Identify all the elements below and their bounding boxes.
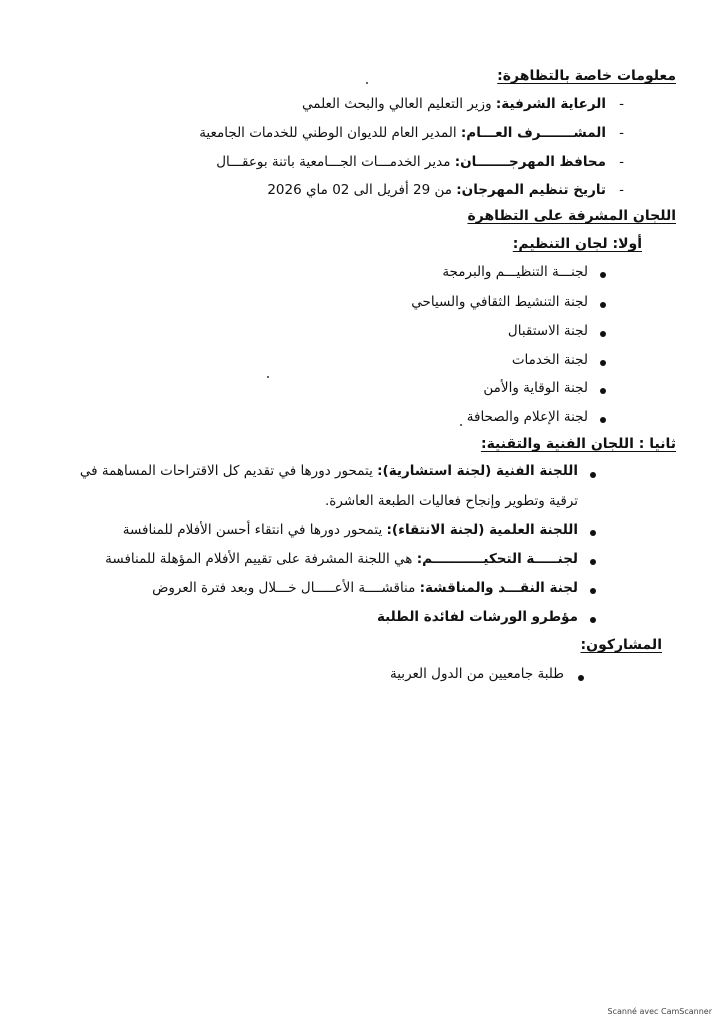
bullet [590, 617, 596, 623]
info-heading: معلومات خاصة بالتظاهرة: [497, 68, 676, 84]
dash-marker: - [619, 96, 624, 112]
scan-speck [267, 376, 269, 378]
participants-item: طلبة جامعيين من الدول العربية [390, 666, 564, 682]
technical-item-critique [152, 580, 578, 596]
bullet [600, 388, 606, 394]
info-item-dates [267, 182, 606, 198]
technical-label: اللجنة العلمية (لجنة الانتقاء): [386, 522, 578, 538]
scan-speck [460, 424, 462, 426]
dash-marker: - [619, 154, 624, 170]
organizing-item: لجنة الخدمات [511, 352, 588, 368]
committees-heading: اللجان المشرفة على التظاهرة [467, 208, 676, 224]
bullet [600, 302, 606, 308]
scan-speck [366, 82, 368, 84]
bullet [590, 588, 596, 594]
bullet [600, 360, 606, 366]
info-text: المدير العام للديوان الوطني للخدمات الجامعية [199, 125, 461, 141]
bullet [600, 417, 606, 423]
info-label: محافظ المهرجـــــــان: [454, 154, 606, 170]
info-item-sponsor [302, 96, 606, 112]
technical-text: مناقشــــة الأعـــــال خـــلال وبعد فترة العروض [152, 580, 420, 596]
bullet [590, 530, 596, 536]
participants-heading: المشاركون: [580, 637, 662, 653]
info-label: المشـــــــرف العـــام: [460, 125, 606, 141]
organizing-heading: أولا: لجان التنظيم: [512, 236, 642, 252]
technical-item-artistic [78, 456, 578, 516]
info-item-supervisor [199, 125, 606, 141]
info-text: مدير الخدمـــات الجـــامعية باتنة بوعقـــال [216, 154, 455, 170]
dash-marker: - [619, 125, 624, 141]
technical-item-scientific [123, 522, 578, 538]
bullet [600, 331, 606, 337]
technical-item-jury [105, 551, 578, 567]
organizing-item: لجنـــة التنظيـــم والبرمجة [442, 264, 588, 280]
organizing-item: لجنة الإعلام والصحافة [466, 409, 588, 425]
technical-heading: ثانيا : اللجان الفنية والتقنية: [480, 436, 676, 452]
technical-item-workshops [377, 609, 578, 625]
bullet [590, 472, 596, 478]
technical-text: يتمحور دورها في انتقاء أحسن الأفلام للمنافسة [122, 522, 387, 538]
bullet [600, 272, 606, 278]
technical-text: يتمحور دورها في تقديم كل الاقتراحات المساهمة في ترقية وتطوير وإنجاح فعاليات الطبعة العاشرة. [79, 463, 578, 509]
scanner-watermark: Scanné avec CamScanner [607, 1007, 712, 1016]
technical-label: لجنة النقـــد والمناقشة: [419, 580, 578, 596]
info-label: تاريخ تنظيم المهرجان: [456, 182, 606, 198]
info-text: من 29 أفريل الى 02 ماي 2026 [267, 182, 457, 198]
organizing-item: لجنة التنشيط الثقافي والسياحي [411, 294, 588, 310]
dash-marker: - [619, 182, 624, 198]
bullet [578, 675, 584, 681]
organizing-item: لجنة الوقاية والأمن [483, 380, 588, 396]
technical-label: اللجنة الفنية (لجنة استشارية): [377, 463, 578, 479]
info-text: وزير التعليم العالي والبحث العلمي [302, 96, 496, 112]
organizing-item: لجنة الاستقبال [507, 323, 588, 339]
info-label: الرعاية الشرفية: [495, 96, 606, 112]
bullet [590, 559, 596, 565]
technical-label: لجنـــــة التحكيـــــــــــم: [416, 551, 578, 567]
technical-label: مؤطرو الورشات لفائدة الطلبة [376, 609, 578, 625]
technical-text: هي اللجنة المشرفة على تقييم الأفلام المؤهلة للمنافسة [105, 551, 417, 567]
info-item-festival-director [216, 154, 606, 170]
